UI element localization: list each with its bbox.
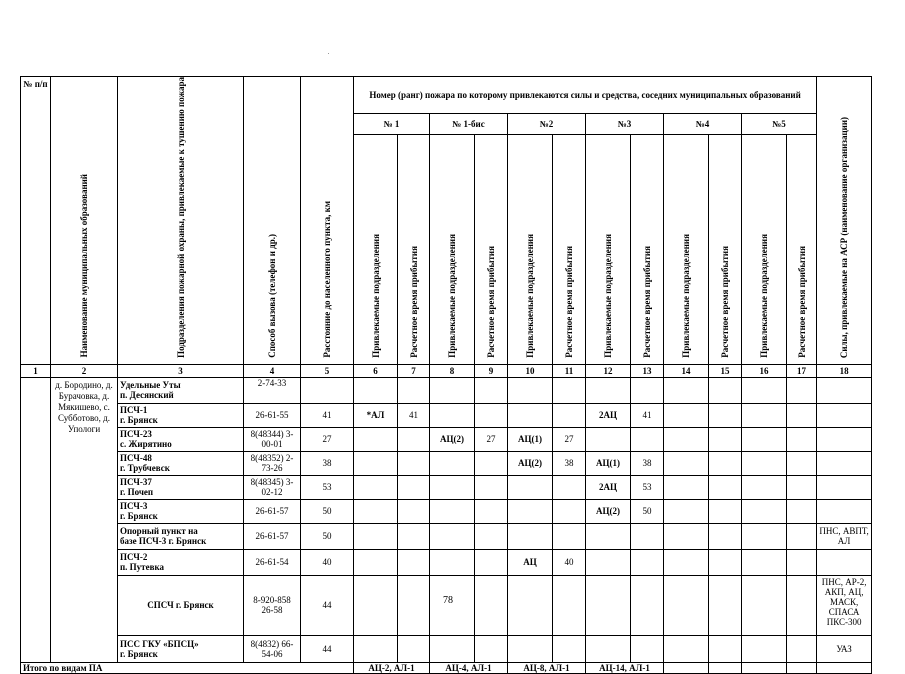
header-distance: Расстояние до населенного пункта, км bbox=[301, 77, 354, 365]
cell bbox=[742, 575, 787, 635]
col-num: 8 bbox=[430, 364, 475, 377]
header-asr: Силы, привлекаемые на АСР (наименование организации) bbox=[817, 77, 872, 365]
cell bbox=[664, 635, 709, 662]
sub-time-3: Расчетное время прибытия bbox=[631, 135, 664, 365]
table-row bbox=[21, 403, 872, 427]
cell bbox=[709, 523, 742, 549]
cell: 27 bbox=[553, 427, 586, 451]
cell bbox=[742, 377, 787, 403]
col-num: 12 bbox=[586, 364, 631, 377]
cell: *АЛ bbox=[354, 403, 398, 427]
asr-cell bbox=[817, 377, 872, 403]
call-number: 8(48345) 3-02-12 bbox=[244, 475, 301, 499]
scan-speck bbox=[328, 53, 329, 54]
fire-forces-table bbox=[20, 76, 872, 674]
cell bbox=[475, 499, 508, 523]
cell: 40 bbox=[553, 549, 586, 575]
cell bbox=[709, 635, 742, 662]
cell bbox=[709, 662, 742, 673]
sub-time-4: Расчетное время прибытия bbox=[709, 135, 742, 365]
distance: 27 bbox=[301, 427, 354, 451]
cell bbox=[742, 499, 787, 523]
distance: 44 bbox=[301, 575, 354, 635]
cell bbox=[787, 523, 817, 549]
col-num: 13 bbox=[631, 364, 664, 377]
cell: АЦ(2) bbox=[430, 427, 475, 451]
cell bbox=[709, 451, 742, 475]
call-number: 26-61-57 bbox=[244, 523, 301, 549]
cell: 2АЦ bbox=[586, 403, 631, 427]
header-call: Способ вызова (телефон и др.) bbox=[244, 77, 301, 365]
cell: АЦ(1) bbox=[586, 451, 631, 475]
cell bbox=[817, 662, 872, 673]
col-num: 10 bbox=[508, 364, 553, 377]
cell bbox=[742, 427, 787, 451]
rank-3: №3 bbox=[586, 113, 664, 134]
asr-cell: УАЗ bbox=[817, 635, 872, 662]
cell bbox=[398, 377, 430, 403]
cell bbox=[475, 475, 508, 499]
col-num: 18 bbox=[817, 364, 872, 377]
cell: 53 bbox=[631, 475, 664, 499]
cell bbox=[709, 377, 742, 403]
distance: 40 bbox=[301, 549, 354, 575]
totals-rank-1bis: АЦ-4, АЛ-1 bbox=[430, 662, 508, 673]
unit-name: ПСЧ-23 с. Жирятино bbox=[118, 427, 244, 451]
cell bbox=[709, 427, 742, 451]
cell bbox=[664, 575, 709, 635]
cell bbox=[508, 523, 553, 549]
asr-cell bbox=[817, 475, 872, 499]
table-row bbox=[21, 427, 872, 451]
cell bbox=[508, 475, 553, 499]
cell bbox=[742, 475, 787, 499]
cell bbox=[787, 377, 817, 403]
asr-cell bbox=[817, 403, 872, 427]
header-units: Подразделения пожарной охраны, привлекаемые к тушению пожара bbox=[118, 77, 244, 365]
distance: 44 bbox=[301, 635, 354, 662]
cell: АЦ(1) bbox=[508, 427, 553, 451]
cell bbox=[664, 549, 709, 575]
call-number: 8(48344) 3-00-01 bbox=[244, 427, 301, 451]
table-row bbox=[21, 549, 872, 575]
unit-name: СПСЧ г. Брянск bbox=[118, 575, 244, 635]
cell bbox=[586, 549, 631, 575]
cell: 41 bbox=[398, 403, 430, 427]
col-num: 16 bbox=[742, 364, 787, 377]
unit-name: Удельные Уты п. Десянский bbox=[118, 377, 244, 403]
cell bbox=[475, 635, 508, 662]
sub-time-5: Расчетное время прибытия bbox=[787, 135, 817, 365]
cell bbox=[475, 451, 508, 475]
rank-5: №5 bbox=[742, 113, 817, 134]
distance: 38 bbox=[301, 451, 354, 475]
asr-cell bbox=[817, 549, 872, 575]
cell bbox=[664, 377, 709, 403]
cell bbox=[787, 662, 817, 673]
cell: 2АЦ bbox=[586, 475, 631, 499]
asr-cell bbox=[817, 499, 872, 523]
cell bbox=[430, 549, 475, 575]
cell bbox=[398, 523, 430, 549]
cell bbox=[742, 403, 787, 427]
col-num: 7 bbox=[398, 364, 430, 377]
sub-time-1: Расчетное время прибытия bbox=[398, 135, 430, 365]
cell bbox=[354, 635, 398, 662]
unit-name: ПСЧ-3 г. Брянск bbox=[118, 499, 244, 523]
municipal-names: д. Бородино, д. Бурачовка, д. Мякишево, с. Субботово, д. Упологи bbox=[51, 377, 118, 662]
header-municipal: Наименование муниципальных образований bbox=[51, 77, 118, 365]
cell bbox=[631, 575, 664, 635]
sub-time-1bis: Расчетное время прибытия bbox=[475, 135, 508, 365]
col-num: 6 bbox=[354, 364, 398, 377]
sub-time-2: Расчетное время прибытия bbox=[553, 135, 586, 365]
distance: 50 bbox=[301, 523, 354, 549]
call-number: 26-61-57 bbox=[244, 499, 301, 523]
column-numbers-row bbox=[21, 364, 872, 377]
cell bbox=[586, 575, 631, 635]
cell: 38 bbox=[553, 451, 586, 475]
cell bbox=[664, 451, 709, 475]
cell bbox=[508, 635, 553, 662]
cell bbox=[354, 523, 398, 549]
totals-row bbox=[21, 662, 872, 673]
cell bbox=[787, 499, 817, 523]
cell bbox=[631, 523, 664, 549]
unit-name: ПСЧ-48 г. Трубчевск bbox=[118, 451, 244, 475]
cell bbox=[553, 475, 586, 499]
table-row bbox=[21, 377, 872, 403]
table-row bbox=[21, 475, 872, 499]
cell bbox=[742, 662, 787, 673]
call-number: 26-61-54 bbox=[244, 549, 301, 575]
cell bbox=[787, 475, 817, 499]
asr-cell: ПНС, АВПТ, АЛ bbox=[817, 523, 872, 549]
cell bbox=[631, 635, 664, 662]
cell bbox=[553, 575, 586, 635]
cell bbox=[354, 549, 398, 575]
cell bbox=[553, 403, 586, 427]
table-row bbox=[21, 451, 872, 475]
asr-cell: ПНС, АР-2, АКП, АЦ, МАСК, СПАСА ПКС-300 bbox=[817, 575, 872, 635]
col-num: 3 bbox=[118, 364, 244, 377]
cell bbox=[398, 575, 430, 635]
sub-units-3: Привлекаемые подразделения bbox=[586, 135, 631, 365]
sub-units-4: Привлекаемые подразделения bbox=[664, 135, 709, 365]
cell bbox=[430, 523, 475, 549]
cell bbox=[631, 377, 664, 403]
cell bbox=[631, 549, 664, 575]
col-num: 11 bbox=[553, 364, 586, 377]
rank-2: №2 bbox=[508, 113, 586, 134]
cell bbox=[354, 475, 398, 499]
cell bbox=[586, 635, 631, 662]
cell bbox=[508, 499, 553, 523]
cell bbox=[398, 427, 430, 451]
cell bbox=[787, 427, 817, 451]
cell bbox=[475, 575, 508, 635]
table-row bbox=[21, 523, 872, 549]
table-row bbox=[21, 499, 872, 523]
cell bbox=[354, 499, 398, 523]
call-number: 26-61-55 bbox=[244, 403, 301, 427]
col-num: 2 bbox=[51, 364, 118, 377]
cell: 41 bbox=[631, 403, 664, 427]
rank-1bis: № 1-бис bbox=[430, 113, 508, 134]
call-number: 8(48352) 2-73-26 bbox=[244, 451, 301, 475]
cell bbox=[398, 475, 430, 499]
cell bbox=[787, 575, 817, 635]
cell: 38 bbox=[631, 451, 664, 475]
cell bbox=[553, 499, 586, 523]
cell bbox=[709, 475, 742, 499]
totals-label: Итого по видам ПА bbox=[21, 662, 354, 673]
cell bbox=[787, 549, 817, 575]
unit-name: ПСЧ-1 г. Брянск bbox=[118, 403, 244, 427]
unit-name: Опорный пункт на базе ПСЧ-3 г. Брянск bbox=[118, 523, 244, 549]
cell bbox=[354, 377, 398, 403]
cell bbox=[553, 523, 586, 549]
cell bbox=[475, 549, 508, 575]
cell bbox=[631, 427, 664, 451]
cell bbox=[430, 377, 475, 403]
cell bbox=[664, 662, 709, 673]
col-num: 17 bbox=[787, 364, 817, 377]
col-num: 1 bbox=[21, 364, 51, 377]
totals-rank-1: АЦ-2, АЛ-1 bbox=[354, 662, 430, 673]
page-number: 78 bbox=[443, 595, 453, 606]
call-number: 8(4832) 66-54-06 bbox=[244, 635, 301, 662]
cell bbox=[398, 635, 430, 662]
cell bbox=[709, 549, 742, 575]
cell bbox=[586, 427, 631, 451]
unit-name: ПСС ГКУ «БПСЦ» г. Брянск bbox=[118, 635, 244, 662]
cell bbox=[787, 403, 817, 427]
cell: 27 bbox=[475, 427, 508, 451]
cell bbox=[553, 635, 586, 662]
cell: 50 bbox=[631, 499, 664, 523]
header-rank-group: Номер (ранг) пожара по которому привлекаются силы и средства, соседних муниципальных образований bbox=[354, 77, 817, 114]
empty-cell bbox=[21, 377, 51, 662]
unit-name: ПСЧ-2 п. Путевка bbox=[118, 549, 244, 575]
col-num: 4 bbox=[244, 364, 301, 377]
totals-rank-2: АЦ-8, АЛ-1 bbox=[508, 662, 586, 673]
cell bbox=[354, 427, 398, 451]
cell: АЦ(2) bbox=[508, 451, 553, 475]
distance bbox=[301, 377, 354, 403]
cell bbox=[742, 451, 787, 475]
cell bbox=[787, 635, 817, 662]
rank-1: № 1 bbox=[354, 113, 430, 134]
sub-units-5: Привлекаемые подразделения bbox=[742, 135, 787, 365]
cell bbox=[742, 635, 787, 662]
cell bbox=[664, 475, 709, 499]
cell: АЦ(2) bbox=[586, 499, 631, 523]
cell bbox=[354, 451, 398, 475]
col-num: 14 bbox=[664, 364, 709, 377]
asr-cell bbox=[817, 427, 872, 451]
cell bbox=[742, 549, 787, 575]
cell: АЦ bbox=[508, 549, 553, 575]
cell bbox=[398, 451, 430, 475]
cell bbox=[664, 523, 709, 549]
cell bbox=[354, 575, 398, 635]
cell bbox=[664, 499, 709, 523]
cell bbox=[586, 377, 631, 403]
col-num: 9 bbox=[475, 364, 508, 377]
sub-units-1: Привлекаемые подразделения bbox=[354, 135, 398, 365]
col-num: 15 bbox=[709, 364, 742, 377]
cell bbox=[430, 451, 475, 475]
cell bbox=[430, 475, 475, 499]
cell bbox=[742, 523, 787, 549]
asr-cell bbox=[817, 451, 872, 475]
rank-4: №4 bbox=[664, 113, 742, 134]
col-num: 5 bbox=[301, 364, 354, 377]
cell bbox=[508, 403, 553, 427]
header-num: № п/п bbox=[21, 77, 51, 365]
cell bbox=[475, 523, 508, 549]
totals-rank-3: АЦ-14, АЛ-1 bbox=[586, 662, 664, 673]
table-row bbox=[21, 635, 872, 662]
cell bbox=[475, 403, 508, 427]
cell bbox=[664, 427, 709, 451]
cell bbox=[475, 377, 508, 403]
cell bbox=[709, 499, 742, 523]
unit-name: ПСЧ-37 г. Почеп bbox=[118, 475, 244, 499]
cell bbox=[787, 451, 817, 475]
cell bbox=[508, 575, 553, 635]
sub-units-1bis: Привлекаемые подразделения bbox=[430, 135, 475, 365]
cell bbox=[430, 635, 475, 662]
distance: 50 bbox=[301, 499, 354, 523]
cell bbox=[398, 499, 430, 523]
call-number: 2-74-33 bbox=[244, 377, 301, 403]
cell bbox=[398, 549, 430, 575]
cell bbox=[508, 377, 553, 403]
cell bbox=[553, 377, 586, 403]
cell bbox=[709, 403, 742, 427]
sub-units-2: Привлекаемые подразделения bbox=[508, 135, 553, 365]
cell bbox=[586, 523, 631, 549]
distance: 53 bbox=[301, 475, 354, 499]
call-number: 8-920-858 26-58 bbox=[244, 575, 301, 635]
distance: 41 bbox=[301, 403, 354, 427]
cell bbox=[709, 575, 742, 635]
cell bbox=[430, 499, 475, 523]
cell bbox=[430, 403, 475, 427]
cell bbox=[664, 403, 709, 427]
